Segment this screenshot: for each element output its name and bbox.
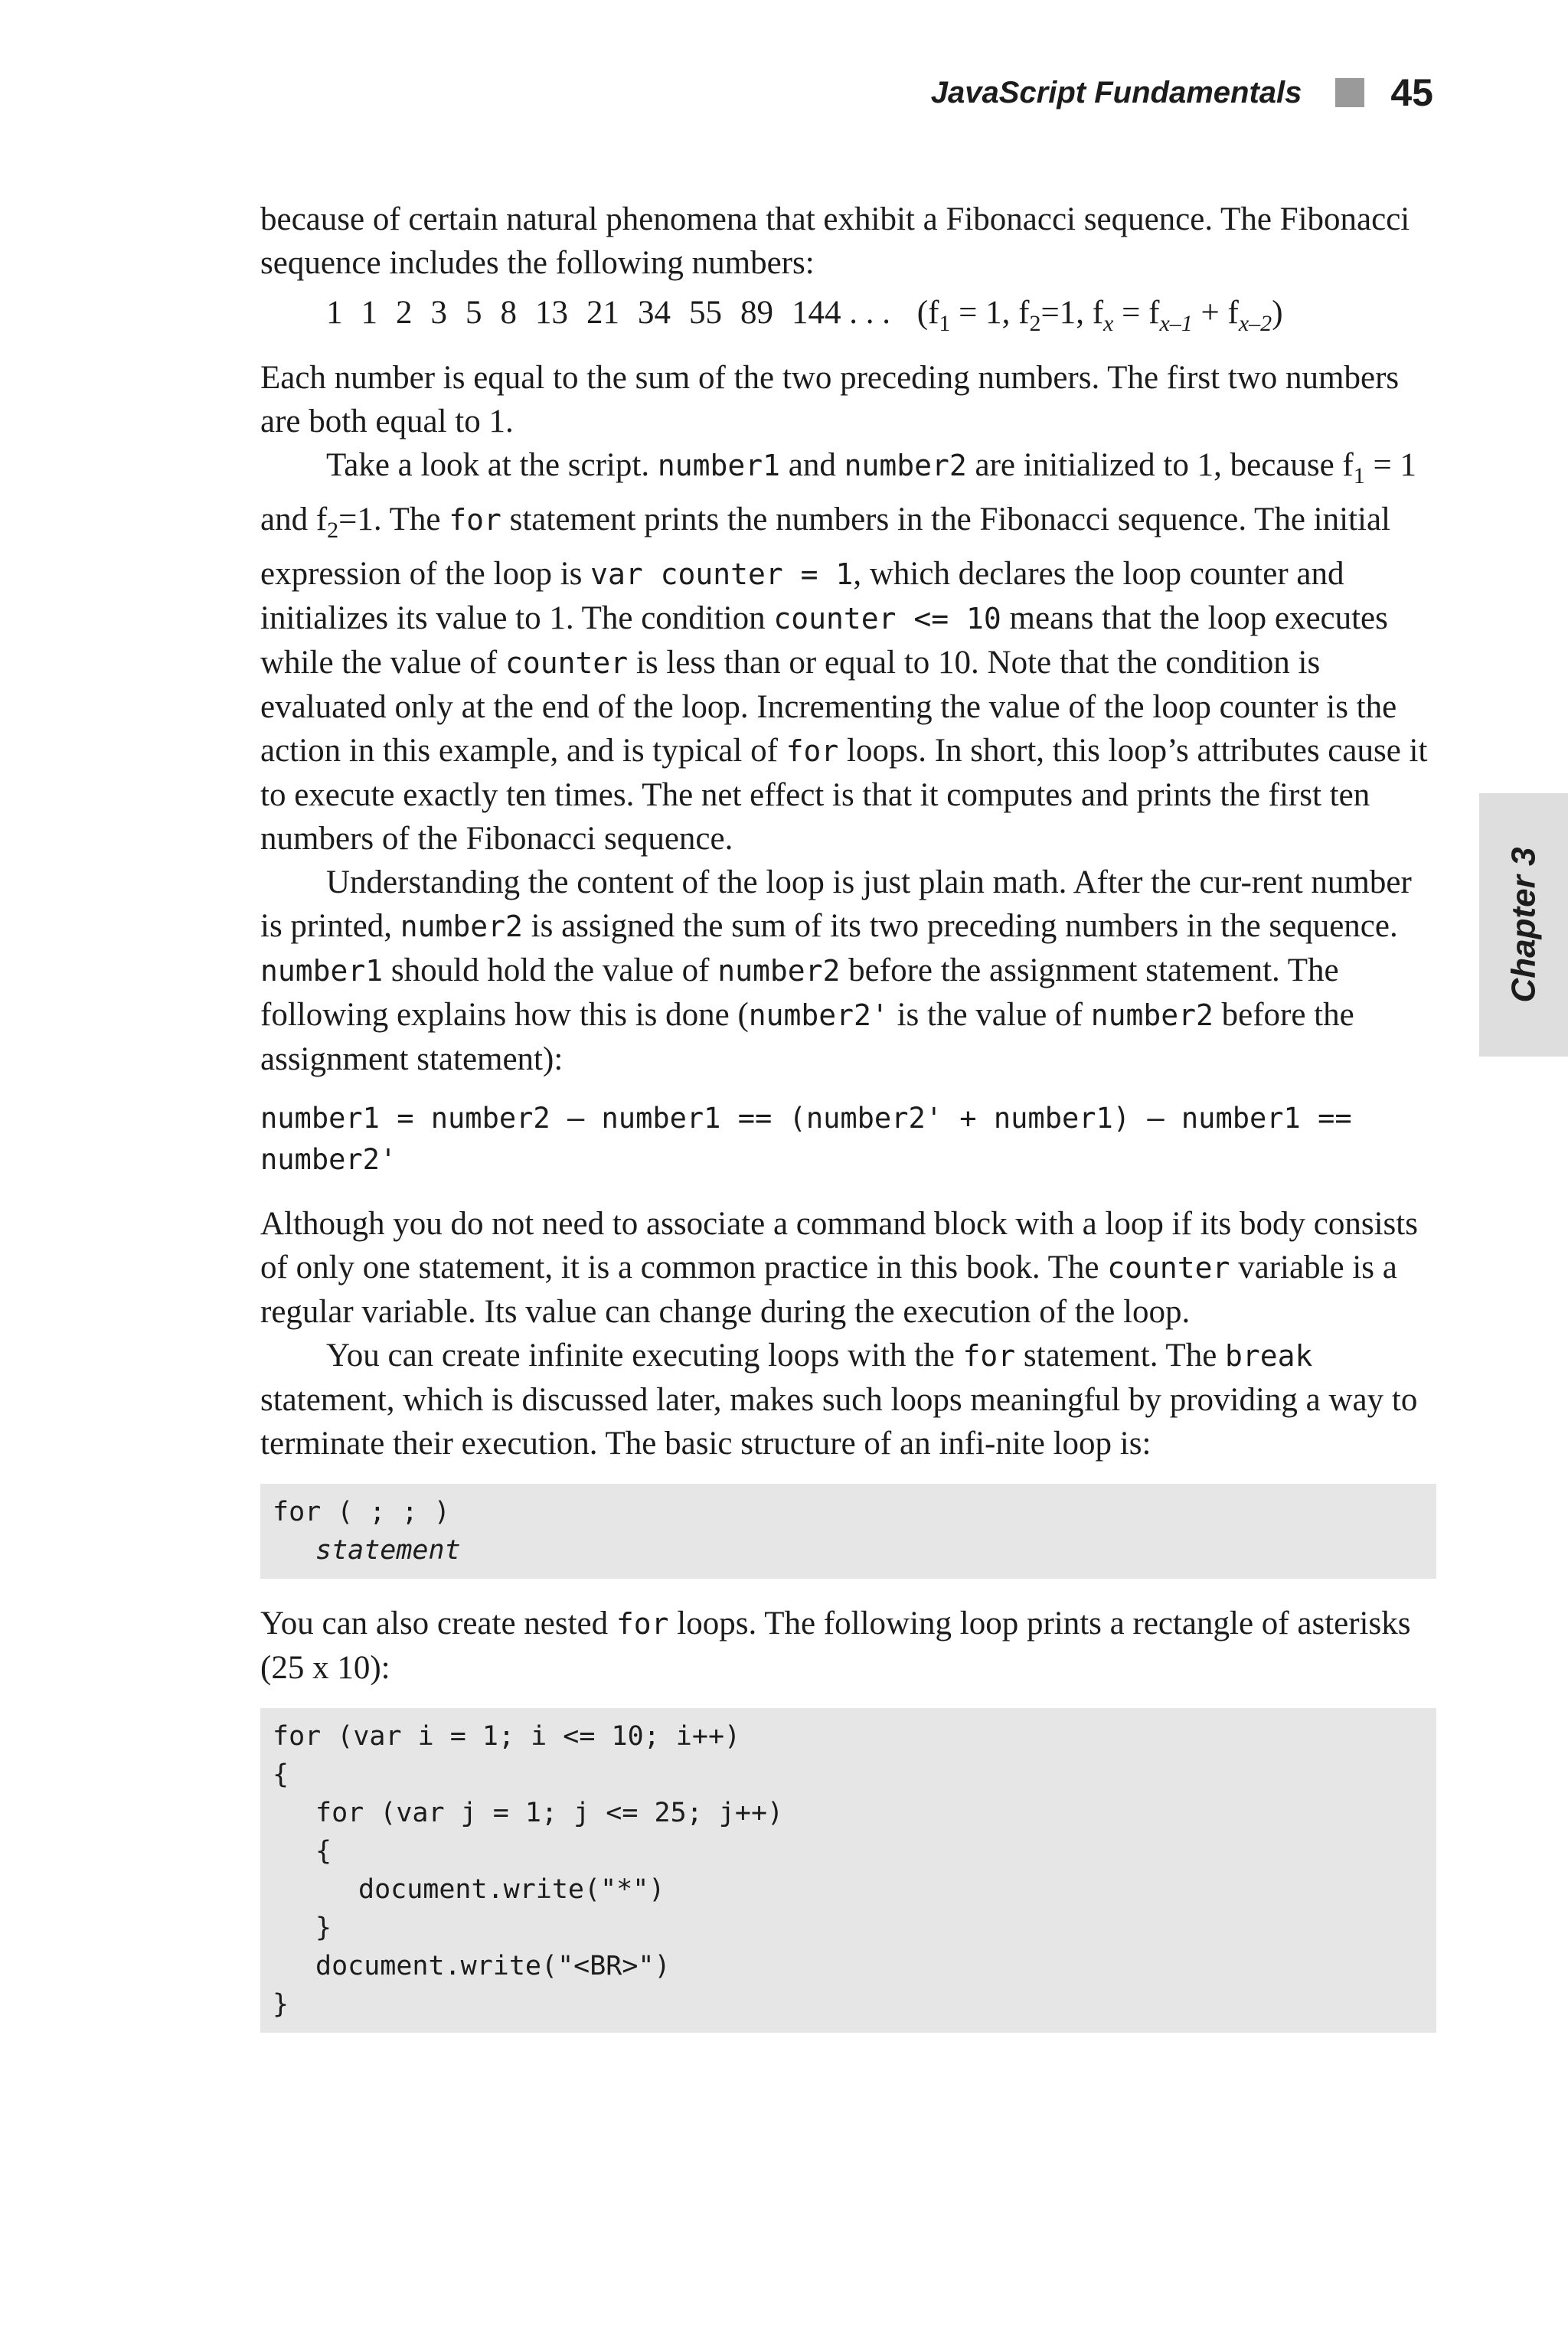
seq-number: 55 <box>689 295 722 331</box>
seq-number: 1 <box>326 295 343 331</box>
seq-number: 8 <box>500 295 517 331</box>
text-run: Although you do not need to associate a command block with a loop if its body consists of only one statement, it is a common practice in this book. The <box>260 1206 1418 1285</box>
inline-code: number2 <box>1090 998 1214 1032</box>
paragraph-6 <box>260 1334 1436 1465</box>
paragraph-1: because of certain natural phenomena that exhibit a Fibonacci sequence. The Fibonacci sequence includes the following numbers: <box>260 201 1410 281</box>
code-line: document.write("*") <box>358 1874 665 1905</box>
seq-number: 13 <box>535 295 568 331</box>
seq-number: 3 <box>430 295 447 331</box>
inline-code: for <box>449 503 501 537</box>
paragraph-5 <box>260 1202 1436 1334</box>
paragraph-7 <box>260 1602 1436 1690</box>
inline-code: for <box>786 734 839 768</box>
seq-number: 34 <box>638 295 671 331</box>
inline-code: number2 <box>844 449 967 482</box>
text-run: is assigned the sum of its two preceding numbers in the sequence. <box>522 908 1398 944</box>
text-run: statement. The <box>1015 1338 1226 1374</box>
formula-part: ) <box>1272 295 1283 331</box>
seq-number: 144 . . . <box>792 295 890 331</box>
code-line: for (var j = 1; j <= 25; j++) <box>315 1798 784 1828</box>
nested-loop-code-block <box>260 1708 1436 2033</box>
text-run: should hold the value of <box>383 952 718 988</box>
text-run: is less than or equal to 10. Note that the condition is evaluated only at the end of the loop. Incrementing the value of the loop counter is the action in this example, and is typical of <box>260 645 1397 769</box>
text-run: and <box>779 447 844 483</box>
text-run: before the assignment statement. The following explains how this is done ( <box>260 952 1339 1033</box>
inline-code: number1 <box>260 954 384 988</box>
inline-code: counter <box>1107 1251 1230 1285</box>
text-run: You can create infinite executing loops with the <box>326 1338 963 1374</box>
text-run: loops. The following loop prints a rectangle of asterisks (25 x 10): <box>260 1606 1411 1686</box>
formula-subscript: 1 <box>939 311 951 336</box>
subscript: 2 <box>327 518 339 543</box>
code-line: statement <box>315 1535 461 1566</box>
code-line: for ( ; ; ) <box>273 1497 450 1527</box>
code-line: } <box>273 1989 289 2020</box>
running-title: JavaScript Fundamentals <box>930 75 1302 109</box>
inline-code: number1 <box>657 449 780 482</box>
paragraph-2: Each number is equal to the sum of the two preceding numbers. The first two numbers are both equal to 1. <box>260 360 1400 439</box>
subscript: 1 <box>1353 463 1365 488</box>
seq-number: 21 <box>586 295 619 331</box>
inline-code: counter <box>505 646 629 680</box>
seq-formula <box>916 295 1283 336</box>
formula-part: (f <box>916 295 939 331</box>
text-run: You can also create nested <box>260 1606 616 1642</box>
page-number: 45 <box>1390 71 1433 114</box>
code-line: { <box>273 1759 289 1790</box>
text-run: , which declares the loop counter and initializes its value to 1. The condition <box>260 556 1344 636</box>
seq-number: 1 <box>361 295 377 331</box>
code-line: for (var i = 1; i <= 10; i++) <box>273 1721 741 1752</box>
code-line: document.write("<BR>") <box>315 1951 671 1981</box>
inline-code: for <box>616 1607 669 1641</box>
formula-part: + f <box>1192 295 1239 331</box>
text-run: =1. The <box>338 501 449 537</box>
formula-subscript: 2 <box>1029 311 1041 336</box>
inline-code: break <box>1225 1339 1313 1373</box>
inline-code: number2' <box>748 998 889 1032</box>
text-run: before the assignment statement): <box>260 997 1354 1077</box>
page-body <box>260 198 1436 2056</box>
inline-code: number2 <box>717 954 841 988</box>
seq-number: 5 <box>466 295 482 331</box>
assignment-equation: number1 = number2 – number1 == (number2' + number1) – number1 == number2' <box>260 1102 1369 1176</box>
text-run: loops. In short, this loop’s attributes cause it to execute exactly ten times. The net effect is that it computes and prints the first ten numbers of the Fibonacci sequence. <box>260 733 1428 857</box>
formula-subscript: x–2 <box>1238 311 1272 336</box>
text-run: variable is a regular variable. Its value can change during the execution of the loop. <box>260 1250 1397 1330</box>
text-run: are initialized to 1, because f <box>966 447 1354 483</box>
infinite-loop-code-block <box>260 1484 1436 1579</box>
text-run: is the value of <box>888 997 1091 1033</box>
text-run: statement, which is discussed later, makes such loops meaningful by providing a way to terminate their execution. The basic structure of an infi-nite loop is: <box>260 1382 1418 1462</box>
paragraph-4 <box>260 861 1436 1081</box>
fibonacci-sequence <box>260 291 1436 345</box>
inline-code: counter <= 10 <box>773 602 1001 635</box>
chapter-tab-label: Chapter 3 <box>1504 847 1543 1003</box>
inline-code: for <box>962 1339 1016 1373</box>
seq-number: 2 <box>396 295 413 331</box>
text-run: statement prints the numbers in the Fibonacci sequence. The initial expression of the loop is <box>260 501 1390 592</box>
formula-part: = f <box>1113 295 1160 331</box>
formula-part: =1, f <box>1040 295 1104 331</box>
seq-number: 89 <box>740 295 773 331</box>
text-run: = 1 and f <box>260 447 1417 537</box>
text-run: Take a look at the script. <box>326 447 658 483</box>
running-header <box>260 66 1433 119</box>
text-run: means that the loop executes while the value of <box>260 600 1388 681</box>
paragraph-3 <box>260 443 1436 861</box>
inline-code: var counter = 1 <box>590 557 854 591</box>
inline-code: number2 <box>400 910 523 943</box>
code-line: { <box>315 1836 332 1867</box>
formula-subscript: x–1 <box>1159 311 1193 336</box>
code-line: } <box>315 1913 332 1943</box>
chapter-tab <box>1479 793 1568 1057</box>
header-square-mark <box>1335 78 1364 107</box>
formula-subscript: x <box>1103 311 1114 336</box>
formula-part: = 1, f <box>950 295 1030 331</box>
text-run: Understanding the content of the loop is just plain math. After the cur-rent number is printed, <box>260 864 1412 944</box>
